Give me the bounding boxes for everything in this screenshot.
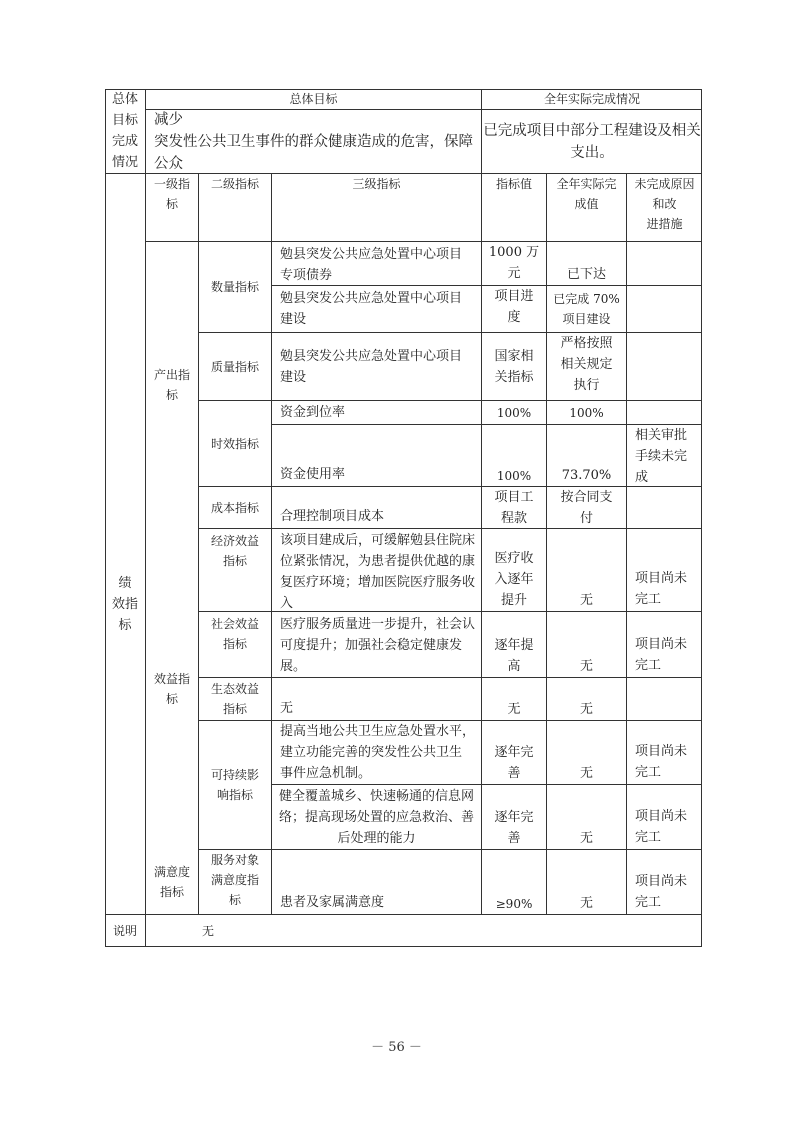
table-row-target: 医疗收 入逐年 提升 (494, 551, 534, 608)
subgroup-ecological: 生态效益 指标 (210, 682, 259, 716)
table-row-target: 逐年提 高 (494, 638, 534, 674)
table-row-target: 逐年完 善 (494, 810, 534, 846)
table-row-actual: 已完成 70% 项目建设 (553, 292, 620, 326)
table-row-target: 项目进 度 (494, 289, 534, 325)
table-row-reason: 项目尚未 完工 (635, 874, 688, 910)
table-row-indicator: 提高当地公共卫生应急处置水平， 建立功能完善的突发性公共卫生 事件应急机制。 (280, 724, 476, 781)
table-row-indicator: 该项目建成后，可缓解勉县住院床 位紧张情况，为患者提供优越的康 复医疗环境；增加医院医疗服务收 入 (280, 533, 476, 611)
table-row-actual: 无 (579, 593, 593, 608)
subgroup-economic: 经济效益 指标 (210, 534, 259, 568)
table-row-indicator: 医疗服务质量进一步提升，社会认 可度提升；加强社会稳定健康发 展。 (280, 617, 476, 674)
overall-completion-text: 已完成项目中部分工程建设及相关 支出。 (483, 122, 701, 161)
table-row-reason: 相关审批 手续未完 成 (635, 428, 688, 485)
table-row-actual: 已下达 (566, 267, 606, 282)
overall-goal-header: 总体目标 (289, 92, 338, 106)
group-satisfaction-indicators: 满意度 指标 (153, 865, 190, 899)
subgroup-cost: 成本指标 (210, 500, 259, 515)
header-actual-value: 全年实际完 成值 (556, 177, 617, 211)
table-row-target: 逐年完 善 (494, 745, 534, 781)
table-row-actual: 无 (579, 766, 593, 781)
table-row-indicator: 资金使用率 (280, 467, 346, 482)
table-row-indicator: 勉县突发公共应急处置中心项目 建设 (280, 291, 463, 327)
group-benefit-indicators: 效益指 标 (153, 672, 190, 706)
header-target-value: 指标值 (495, 177, 532, 191)
table-row-target: 无 (507, 702, 521, 717)
table-row-indicator: 无 (280, 701, 294, 716)
table-row-actual: 无 (579, 659, 593, 674)
performance-table (105, 89, 702, 947)
table-row-reason (627, 487, 702, 528)
header-level2: 二级指标 (210, 177, 259, 191)
table-row-target: ≥90% (495, 897, 533, 911)
subgroup-service-satisfaction: 服务对象 满意度指 标 (210, 853, 259, 907)
table-row-actual: 按合同支 付 (560, 489, 613, 526)
note-label: 说明 (112, 924, 137, 938)
table-row-indicator: 健全覆盖城乡、快速畅通的信息网 络；提高现场处置的应急救治、善 后处理的能力 (278, 789, 474, 846)
table-row-reason (627, 678, 702, 720)
table-row-target: 国家相 关指标 (494, 348, 534, 385)
table-row-actual: 无 (579, 702, 593, 717)
annual-completion-header: 全年实际完成情况 (543, 92, 640, 106)
table-row-indicator: 勉县突发公共应急处置中心项目 建设 (280, 348, 463, 385)
table-row-reason (627, 401, 702, 424)
table-row-reason: 项目尚未 完工 (635, 571, 688, 607)
subgroup-timeliness: 时效指标 (210, 436, 259, 451)
header-level1: 一级指 标 (153, 177, 190, 211)
overall-goal-text: 减少 突发性公共卫生事件的群众健康造成的危害，保障公众 (154, 111, 473, 172)
table-row-reason: 项目尚未 完工 (635, 809, 688, 845)
table-row-actual: 无 (579, 896, 593, 911)
subgroup-sustainable: 可持续影 响指标 (210, 768, 259, 802)
header-level3: 三级指标 (352, 177, 401, 191)
table-row-target: 100% (496, 405, 532, 420)
table-row-reason (627, 333, 702, 400)
table-row-reason (627, 286, 702, 332)
header-reason: 未完成原因 和改 进措施 (634, 177, 695, 231)
table-row-indicator: 资金到位率 (280, 405, 346, 420)
table-row-reason (627, 242, 702, 285)
table-row-actual: 严格按照 相关规定 执行 (560, 336, 613, 393)
overall-goal-side-label: 总体 目标 完成 情况 (111, 92, 138, 170)
table-row-target: 100% (496, 469, 532, 483)
table-row-indicator: 勉县突发公共应急处置中心项目 专项债券 (280, 247, 463, 283)
table-row-actual: 无 (579, 831, 593, 846)
table-row-target: 1000 万 元 (488, 245, 540, 281)
table-row-actual: 100% (569, 405, 604, 420)
subgroup-quantity: 数量指标 (210, 280, 259, 294)
group-output-indicators: 产出指 标 (153, 368, 190, 402)
performance-indicators-label: 绩 效指 标 (111, 575, 138, 633)
subgroup-social: 社会效益 指标 (210, 617, 259, 651)
table-row-actual: 73.70% (561, 468, 612, 483)
subgroup-quality: 质量指标 (210, 359, 259, 374)
table-row-target: 项目工 程款 (494, 489, 534, 526)
page-number: － 56 － (371, 1040, 422, 1055)
table-row-reason: 项目尚未 完工 (635, 637, 688, 673)
table-row-reason: 项目尚未 完工 (635, 744, 688, 780)
note-text: 无 (202, 924, 215, 938)
table-row-indicator: 合理控制项目成本 (280, 509, 385, 524)
table-row-indicator: 患者及家属满意度 (280, 895, 385, 910)
